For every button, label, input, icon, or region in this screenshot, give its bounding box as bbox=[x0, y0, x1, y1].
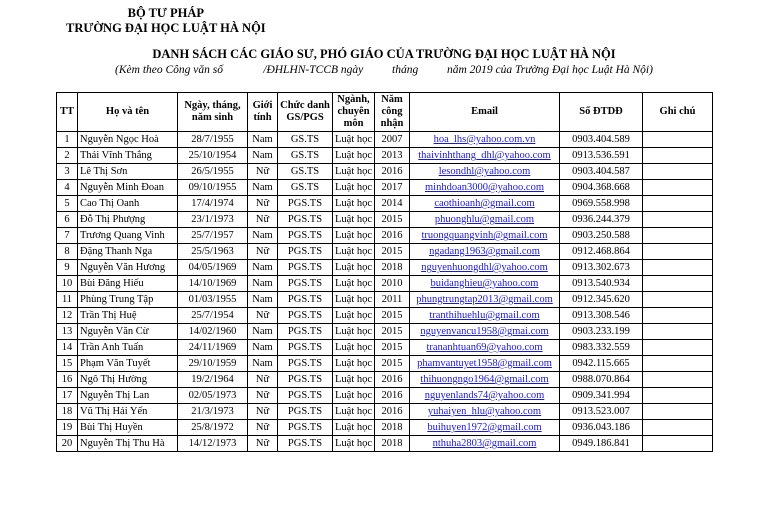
cell-tt: 3 bbox=[57, 164, 78, 180]
cell-phone: 0936.043.186 bbox=[560, 420, 643, 436]
email-link[interactable]: minhdoan3000@yahoo.com bbox=[410, 180, 560, 196]
cell-gender: Nữ bbox=[248, 420, 278, 436]
cell-gender: Nữ bbox=[248, 196, 278, 212]
cell-name: Lê Thị Sơn bbox=[78, 164, 178, 180]
cell-note bbox=[643, 148, 713, 164]
document-header bbox=[66, 6, 266, 36]
cell-name: Cao Thị Oanh bbox=[78, 196, 178, 212]
cell-dob: 14/02/1960 bbox=[178, 324, 248, 340]
cell-gender: Nam bbox=[248, 292, 278, 308]
cell-gender: Nam bbox=[248, 132, 278, 148]
email-link[interactable]: tranthihuehlu@gmail.com bbox=[410, 308, 560, 324]
cell-dob: 29/10/1959 bbox=[178, 356, 248, 372]
cell-field: Luật học bbox=[333, 276, 375, 292]
cell-field: Luật học bbox=[333, 212, 375, 228]
cell-note bbox=[643, 436, 713, 452]
cell-gender: Nữ bbox=[248, 244, 278, 260]
cell-gender: Nam bbox=[248, 324, 278, 340]
table-row bbox=[57, 244, 713, 260]
cell-gender: Nam bbox=[248, 148, 278, 164]
cell-dob: 09/10/1955 bbox=[178, 180, 248, 196]
cell-year: 2016 bbox=[375, 404, 410, 420]
table-row bbox=[57, 388, 713, 404]
cell-phone: 0912.468.864 bbox=[560, 244, 643, 260]
cell-name: Nguyễn Văn Cừ bbox=[78, 324, 178, 340]
cell-tt: 17 bbox=[57, 388, 78, 404]
cell-gender: Nam bbox=[248, 356, 278, 372]
professor-table bbox=[56, 92, 713, 452]
cell-phone: 0913.308.546 bbox=[560, 308, 643, 324]
cell-tt: 12 bbox=[57, 308, 78, 324]
cell-tt: 14 bbox=[57, 340, 78, 356]
cell-title: PGS.TS bbox=[278, 212, 333, 228]
cell-note bbox=[643, 196, 713, 212]
cell-note bbox=[643, 324, 713, 340]
header-dob: Ngày, tháng, năm sinh bbox=[178, 93, 248, 132]
header-tt: TT bbox=[57, 93, 78, 132]
cell-dob: 25/8/1972 bbox=[178, 420, 248, 436]
table-row bbox=[57, 132, 713, 148]
cell-note bbox=[643, 308, 713, 324]
cell-year: 2011 bbox=[375, 292, 410, 308]
cell-gender: Nữ bbox=[248, 212, 278, 228]
document-title: DANH SÁCH CÁC GIÁO SƯ, PHÓ GIÁO CỦA TRƯỜNG ĐẠI HỌC LUẬT HÀ NỘI bbox=[152, 47, 616, 61]
cell-note bbox=[643, 420, 713, 436]
cell-tt: 16 bbox=[57, 372, 78, 388]
cell-note bbox=[643, 260, 713, 276]
table-row bbox=[57, 212, 713, 228]
cell-dob: 24/11/1969 bbox=[178, 340, 248, 356]
cell-year: 2015 bbox=[375, 324, 410, 340]
cell-phone: 0913.523.007 bbox=[560, 404, 643, 420]
email-link[interactable]: thaivinhthang_dhl@yahoo.com bbox=[410, 148, 560, 164]
cell-year: 2015 bbox=[375, 212, 410, 228]
cell-year: 2016 bbox=[375, 388, 410, 404]
cell-tt: 5 bbox=[57, 196, 78, 212]
cell-field: Luật học bbox=[333, 324, 375, 340]
cell-note bbox=[643, 164, 713, 180]
email-link[interactable]: nguyenhuongdhl@yahoo.com bbox=[410, 260, 560, 276]
header-title: Chức danh GS/PGS bbox=[278, 93, 333, 132]
cell-title: GS.TS bbox=[278, 132, 333, 148]
cell-gender: Nam bbox=[248, 260, 278, 276]
cell-name: Nguyễn Thị Lan bbox=[78, 388, 178, 404]
cell-gender: Nam bbox=[248, 228, 278, 244]
cell-title: GS.TS bbox=[278, 148, 333, 164]
cell-field: Luật học bbox=[333, 420, 375, 436]
cell-phone: 0912.345.620 bbox=[560, 292, 643, 308]
cell-title: PGS.TS bbox=[278, 372, 333, 388]
cell-field: Luật học bbox=[333, 404, 375, 420]
cell-note bbox=[643, 212, 713, 228]
cell-tt: 8 bbox=[57, 244, 78, 260]
cell-gender: Nữ bbox=[248, 372, 278, 388]
email-link[interactable]: caothioanh@gmail.com bbox=[410, 196, 560, 212]
cell-gender: Nữ bbox=[248, 436, 278, 452]
cell-tt: 1 bbox=[57, 132, 78, 148]
cell-dob: 14/12/1973 bbox=[178, 436, 248, 452]
cell-tt: 15 bbox=[57, 356, 78, 372]
cell-note bbox=[643, 372, 713, 388]
cell-title: GS.TS bbox=[278, 164, 333, 180]
cell-field: Luật học bbox=[333, 244, 375, 260]
cell-field: Luật học bbox=[333, 292, 375, 308]
cell-tt: 20 bbox=[57, 436, 78, 452]
cell-title: PGS.TS bbox=[278, 420, 333, 436]
email-link[interactable]: nguyenlands74@yahoo.com bbox=[410, 388, 560, 404]
cell-note bbox=[643, 276, 713, 292]
cell-dob: 26/5/1955 bbox=[178, 164, 248, 180]
cell-field: Luật học bbox=[333, 148, 375, 164]
cell-gender: Nữ bbox=[248, 308, 278, 324]
cell-dob: 25/7/1957 bbox=[178, 228, 248, 244]
email-link[interactable]: phuonghlu@gmail.com bbox=[410, 212, 560, 228]
cell-title: PGS.TS bbox=[278, 340, 333, 356]
cell-phone: 0913.536.591 bbox=[560, 148, 643, 164]
cell-year: 2018 bbox=[375, 260, 410, 276]
cell-dob: 19/2/1964 bbox=[178, 372, 248, 388]
cell-gender: Nam bbox=[248, 180, 278, 196]
table-row bbox=[57, 340, 713, 356]
email-link[interactable]: truongquangvinh@gmail.com bbox=[410, 228, 560, 244]
cell-field: Luật học bbox=[333, 132, 375, 148]
cell-title: GS.TS bbox=[278, 180, 333, 196]
table-row bbox=[57, 148, 713, 164]
cell-tt: 19 bbox=[57, 420, 78, 436]
cell-note bbox=[643, 388, 713, 404]
table-body bbox=[57, 132, 713, 452]
cell-year: 2018 bbox=[375, 436, 410, 452]
cell-tt: 11 bbox=[57, 292, 78, 308]
header-field: Ngành, chuyên môn bbox=[333, 93, 375, 132]
cell-title: PGS.TS bbox=[278, 388, 333, 404]
cell-title: PGS.TS bbox=[278, 324, 333, 340]
cell-year: 2013 bbox=[375, 148, 410, 164]
cell-field: Luật học bbox=[333, 180, 375, 196]
cell-dob: 25/5/1963 bbox=[178, 244, 248, 260]
cell-tt: 18 bbox=[57, 404, 78, 420]
table-row bbox=[57, 164, 713, 180]
cell-phone: 0949.186.841 bbox=[560, 436, 643, 452]
cell-tt: 2 bbox=[57, 148, 78, 164]
email-link[interactable]: phungtrungtap2013@gmail.com bbox=[410, 292, 560, 308]
cell-title: PGS.TS bbox=[278, 260, 333, 276]
cell-dob: 28/7/1955 bbox=[178, 132, 248, 148]
table-row bbox=[57, 308, 713, 324]
cell-field: Luật học bbox=[333, 164, 375, 180]
table-row bbox=[57, 228, 713, 244]
cell-field: Luật học bbox=[333, 308, 375, 324]
cell-year: 2016 bbox=[375, 228, 410, 244]
cell-tt: 7 bbox=[57, 228, 78, 244]
cell-field: Luật học bbox=[333, 356, 375, 372]
table-row bbox=[57, 356, 713, 372]
table-row bbox=[57, 260, 713, 276]
cell-name: Nguyễn Minh Đoan bbox=[78, 180, 178, 196]
table-row bbox=[57, 180, 713, 196]
cell-year: 2015 bbox=[375, 244, 410, 260]
cell-name: Đỗ Thị Phượng bbox=[78, 212, 178, 228]
email-link[interactable]: trananhtuan69@yahoo.com bbox=[410, 340, 560, 356]
cell-year: 2016 bbox=[375, 164, 410, 180]
cell-year: 2016 bbox=[375, 372, 410, 388]
email-link[interactable]: yuhaiyen_hlu@yahoo.com bbox=[410, 404, 560, 420]
cell-name: Phạm Văn Tuyết bbox=[78, 356, 178, 372]
cell-dob: 14/10/1969 bbox=[178, 276, 248, 292]
cell-year: 2015 bbox=[375, 356, 410, 372]
table-row bbox=[57, 276, 713, 292]
cell-phone: 0936.244.379 bbox=[560, 212, 643, 228]
cell-dob: 23/1/1973 bbox=[178, 212, 248, 228]
header-gender: Giới tính bbox=[248, 93, 278, 132]
cell-phone: 0903.233.199 bbox=[560, 324, 643, 340]
cell-name: Nguyễn Ngọc Hoà bbox=[78, 132, 178, 148]
cell-title: PGS.TS bbox=[278, 228, 333, 244]
cell-title: PGS.TS bbox=[278, 292, 333, 308]
header-row bbox=[57, 93, 713, 132]
cell-field: Luật học bbox=[333, 372, 375, 388]
table-row bbox=[57, 420, 713, 436]
cell-title: PGS.TS bbox=[278, 276, 333, 292]
cell-field: Luật học bbox=[333, 260, 375, 276]
email-link[interactable]: thihuongngo1964@gmail.com bbox=[410, 372, 560, 388]
cell-note bbox=[643, 244, 713, 260]
cell-dob: 01/03/1955 bbox=[178, 292, 248, 308]
email-link[interactable]: nguyenvancu1958@gmai.com bbox=[410, 324, 560, 340]
cell-note bbox=[643, 180, 713, 196]
cell-dob: 25/10/1954 bbox=[178, 148, 248, 164]
table-header bbox=[57, 93, 713, 132]
cell-year: 2007 bbox=[375, 132, 410, 148]
cell-year: 2015 bbox=[375, 340, 410, 356]
header-name: Họ và tên bbox=[78, 93, 178, 132]
email-link[interactable]: lesondhl@yahoo.com bbox=[410, 164, 560, 180]
table-row bbox=[57, 196, 713, 212]
cell-name: Bùi Đăng Hiếu bbox=[78, 276, 178, 292]
cell-tt: 9 bbox=[57, 260, 78, 276]
ministry-name: BỘ TƯ PHÁP bbox=[127, 6, 205, 20]
cell-name: Trần Thị Huệ bbox=[78, 308, 178, 324]
email-link[interactable]: phamvantuyet1958@gmail.com bbox=[410, 356, 560, 372]
cell-gender: Nam bbox=[248, 340, 278, 356]
cell-phone: 0983.332.559 bbox=[560, 340, 643, 356]
cell-name: Trần Anh Tuấn bbox=[78, 340, 178, 356]
cell-note bbox=[643, 404, 713, 420]
cell-tt: 6 bbox=[57, 212, 78, 228]
table-row bbox=[57, 404, 713, 420]
document-subtitle: (Kèm theo Công văn số /ĐHLHN-TCCB ngày tháng năm 2019 của Trường Đại học Luật Hà Nội) bbox=[115, 64, 653, 76]
cell-name: Nguyễn Văn Hương bbox=[78, 260, 178, 276]
cell-gender: Nữ bbox=[248, 164, 278, 180]
cell-phone: 0909.341.994 bbox=[560, 388, 643, 404]
header-phone: Số ĐTDĐ bbox=[560, 93, 643, 132]
cell-title: PGS.TS bbox=[278, 308, 333, 324]
cell-name: Đặng Thanh Nga bbox=[78, 244, 178, 260]
cell-dob: 02/05/1973 bbox=[178, 388, 248, 404]
cell-title: PGS.TS bbox=[278, 404, 333, 420]
cell-field: Luật học bbox=[333, 196, 375, 212]
email-link[interactable]: nthuha2803@gmail.com bbox=[410, 436, 560, 452]
cell-gender: Nữ bbox=[248, 404, 278, 420]
cell-tt: 10 bbox=[57, 276, 78, 292]
cell-gender: Nữ bbox=[248, 388, 278, 404]
cell-year: 2017 bbox=[375, 180, 410, 196]
cell-dob: 04/05/1969 bbox=[178, 260, 248, 276]
cell-phone: 0903.404.589 bbox=[560, 132, 643, 148]
cell-title: PGS.TS bbox=[278, 244, 333, 260]
cell-dob: 25/7/1954 bbox=[178, 308, 248, 324]
header-note: Ghi chú bbox=[643, 93, 713, 132]
table-row bbox=[57, 292, 713, 308]
cell-phone: 0913.302.673 bbox=[560, 260, 643, 276]
cell-dob: 21/3/1973 bbox=[178, 404, 248, 420]
cell-title: PGS.TS bbox=[278, 436, 333, 452]
cell-note bbox=[643, 228, 713, 244]
cell-phone: 0904.368.668 bbox=[560, 180, 643, 196]
cell-phone: 0988.070.864 bbox=[560, 372, 643, 388]
cell-year: 2014 bbox=[375, 196, 410, 212]
table-row bbox=[57, 372, 713, 388]
email-link[interactable]: buihuyen1972@gmail.com bbox=[410, 420, 560, 436]
cell-tt: 4 bbox=[57, 180, 78, 196]
email-link[interactable]: hoa_lhs@yahoo.com.vn bbox=[410, 132, 560, 148]
cell-field: Luật học bbox=[333, 436, 375, 452]
cell-note bbox=[643, 132, 713, 148]
cell-name: Ngô Thị Hường bbox=[78, 372, 178, 388]
cell-note bbox=[643, 340, 713, 356]
cell-year: 2015 bbox=[375, 308, 410, 324]
cell-field: Luật học bbox=[333, 340, 375, 356]
cell-tt: 13 bbox=[57, 324, 78, 340]
cell-name: Phùng Trung Tập bbox=[78, 292, 178, 308]
cell-phone: 0969.558.998 bbox=[560, 196, 643, 212]
university-name: TRƯỜNG ĐẠI HỌC LUẬT HÀ NỘI bbox=[66, 21, 266, 35]
header-year: Năm công nhận bbox=[375, 93, 410, 132]
cell-year: 2018 bbox=[375, 420, 410, 436]
header-email: Email bbox=[410, 93, 560, 132]
cell-name: Nguyễn Thị Thu Hà bbox=[78, 436, 178, 452]
cell-dob: 17/4/1974 bbox=[178, 196, 248, 212]
cell-name: Trương Quang Vinh bbox=[78, 228, 178, 244]
table-row bbox=[57, 436, 713, 452]
cell-note bbox=[643, 356, 713, 372]
cell-note bbox=[643, 292, 713, 308]
cell-phone: 0903.250.588 bbox=[560, 228, 643, 244]
cell-phone: 0942.115.665 bbox=[560, 356, 643, 372]
table-row bbox=[57, 324, 713, 340]
email-link[interactable]: ngadang1963@gmail.com bbox=[410, 244, 560, 260]
cell-title: PGS.TS bbox=[278, 196, 333, 212]
cell-name: Bùi Thị Huyền bbox=[78, 420, 178, 436]
cell-gender: Nam bbox=[248, 276, 278, 292]
cell-title: PGS.TS bbox=[278, 356, 333, 372]
cell-name: Thái Vĩnh Thắng bbox=[78, 148, 178, 164]
cell-name: Vũ Thị Hải Yến bbox=[78, 404, 178, 420]
email-link[interactable]: buidanghieu@yahoo.com bbox=[410, 276, 560, 292]
cell-phone: 0913.540.934 bbox=[560, 276, 643, 292]
cell-phone: 0903.404.587 bbox=[560, 164, 643, 180]
cell-field: Luật học bbox=[333, 228, 375, 244]
cell-field: Luật học bbox=[333, 388, 375, 404]
cell-year: 2010 bbox=[375, 276, 410, 292]
